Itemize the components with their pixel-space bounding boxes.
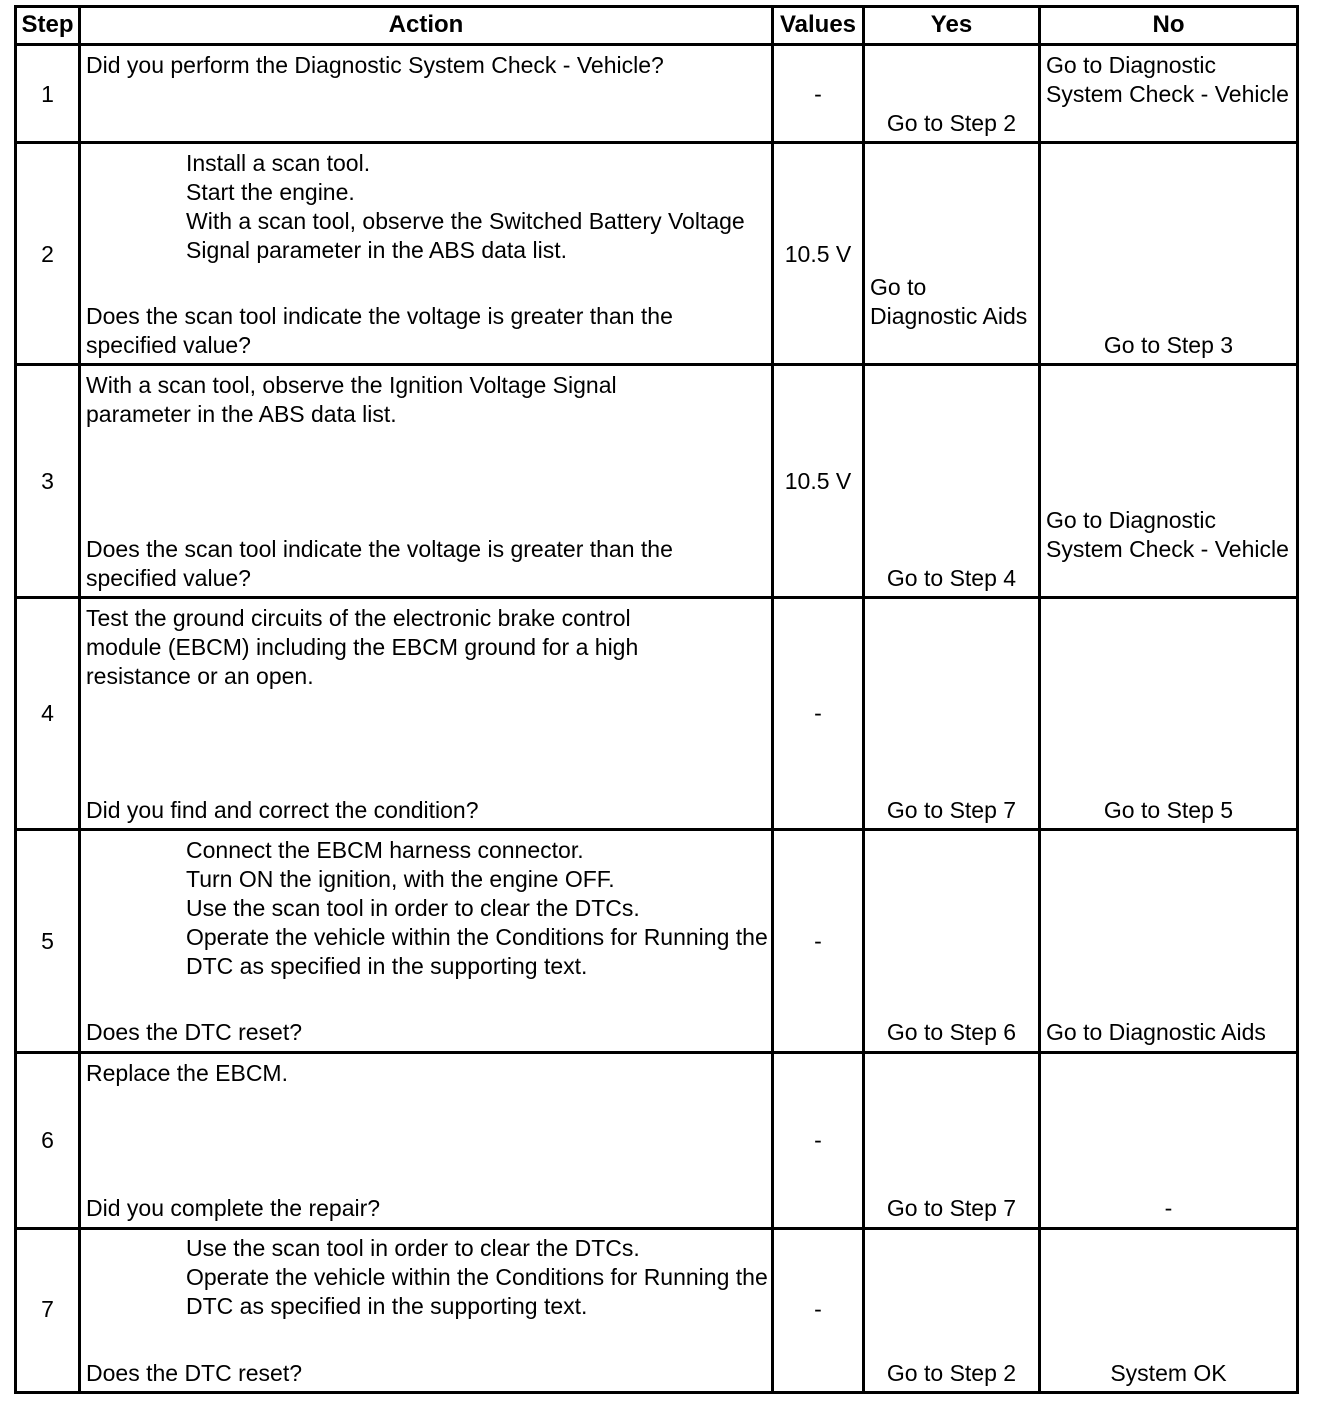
step-question: Does the DTC reset? bbox=[86, 1360, 303, 1386]
yes-action: Go to Step 6 bbox=[886, 1019, 1017, 1045]
yes-action: Go to Step 2 bbox=[886, 1360, 1017, 1386]
step-question: Does the scan tool indicate the voltage is greater than the specified value? bbox=[86, 536, 673, 591]
no-action: Go to Diagnostic System Check - Vehicle bbox=[1046, 507, 1289, 562]
no-action: System OK bbox=[1110, 1360, 1227, 1386]
yes-action: Go to Step 2 bbox=[886, 110, 1017, 136]
diagnostic-table bbox=[14, 5, 1299, 1394]
no-action: Go to Diagnostic System Check - Vehicle bbox=[1046, 52, 1289, 107]
header-yes: Yes bbox=[930, 11, 973, 38]
header-action: Action bbox=[388, 11, 464, 38]
yes-action: Go to Step 4 bbox=[886, 565, 1017, 591]
spec-value: 10.5 V bbox=[784, 468, 852, 494]
step-instruction: With a scan tool, observe the Ignition Voltage Signal parameter in the ABS data list. bbox=[86, 372, 617, 427]
step-number: 3 bbox=[41, 468, 54, 494]
step-instruction: Replace the EBCM. bbox=[86, 1060, 288, 1086]
step-question: Does the scan tool indicate the voltage is greater than the specified value? bbox=[86, 303, 673, 358]
step-number: 4 bbox=[41, 700, 54, 726]
table-border-right bbox=[1296, 5, 1299, 1394]
step-question: Does the DTC reset? bbox=[86, 1019, 303, 1045]
step-number: 2 bbox=[41, 241, 54, 267]
spec-value: - bbox=[814, 700, 822, 726]
step-instruction: With a scan tool, observe the Switched Battery Voltage Signal parameter in the ABS data list. bbox=[186, 208, 745, 263]
step-instruction: Operate the vehicle within the Conditions for Running the DTC as specified in the supporting text. bbox=[186, 924, 768, 979]
yes-action: Go to Step 7 bbox=[886, 1195, 1017, 1221]
no-action: Go to Step 5 bbox=[1103, 797, 1234, 823]
row-divider bbox=[14, 596, 1299, 599]
step-instruction: Test the ground circuits of the electronic brake control module (EBCM) including the EBCM ground for a high resistance or an open. bbox=[86, 605, 639, 689]
header-no: No bbox=[1152, 11, 1185, 38]
no-action: - bbox=[1164, 1195, 1173, 1221]
table-border-bottom bbox=[14, 1391, 1299, 1394]
row-divider bbox=[14, 363, 1299, 366]
spec-value: 10.5 V bbox=[784, 241, 852, 267]
step-instruction: Install a scan tool. bbox=[186, 150, 371, 176]
step-number: 1 bbox=[41, 81, 54, 107]
spec-value: - bbox=[814, 81, 822, 107]
row-divider bbox=[14, 141, 1299, 144]
header-values: Values bbox=[779, 11, 857, 38]
step-question: Did you find and correct the condition? bbox=[86, 797, 479, 823]
spec-value: - bbox=[814, 1127, 822, 1153]
step-instruction: Connect the EBCM harness connector. bbox=[186, 837, 584, 863]
step-instruction: Turn ON the ignition, with the engine OFF. bbox=[186, 866, 615, 892]
spec-value: - bbox=[814, 1296, 822, 1322]
column-divider bbox=[862, 5, 865, 1394]
row-divider bbox=[14, 1051, 1299, 1054]
step-question: Did you complete the repair? bbox=[86, 1195, 381, 1221]
yes-action: Go to Diagnostic Aids bbox=[870, 274, 1028, 329]
step-instruction: Operate the vehicle within the Conditions for Running the DTC as specified in the supporting text. bbox=[186, 1264, 768, 1319]
step-instruction: Start the engine. bbox=[186, 179, 355, 205]
yes-action: Go to Step 7 bbox=[886, 797, 1017, 823]
row-divider bbox=[14, 43, 1299, 46]
spec-value: - bbox=[814, 928, 822, 954]
step-number: 7 bbox=[41, 1296, 54, 1322]
no-action: Go to Diagnostic Aids bbox=[1046, 1019, 1266, 1045]
step-instruction: Use the scan tool in order to clear the DTCs. bbox=[186, 1235, 640, 1261]
header-step: Step bbox=[21, 11, 74, 38]
row-divider bbox=[14, 828, 1299, 831]
step-number: 5 bbox=[41, 928, 54, 954]
table-border-top bbox=[14, 5, 1299, 8]
step-question: Did you perform the Diagnostic System Check - Vehicle? bbox=[86, 52, 664, 78]
step-instruction: Use the scan tool in order to clear the DTCs. bbox=[186, 895, 640, 921]
no-action: Go to Step 3 bbox=[1103, 332, 1234, 358]
column-divider bbox=[1038, 5, 1041, 1394]
column-divider bbox=[78, 5, 81, 1394]
row-divider bbox=[14, 1227, 1299, 1230]
step-number: 6 bbox=[41, 1127, 54, 1153]
